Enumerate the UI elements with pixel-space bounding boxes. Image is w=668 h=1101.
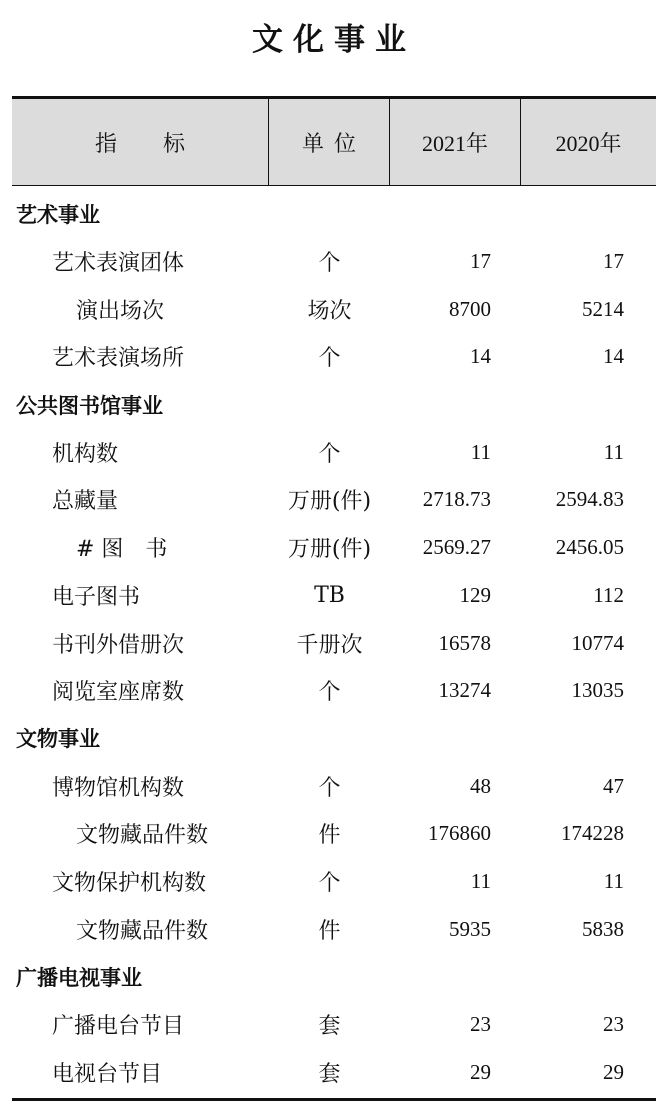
value-2020: 5214 xyxy=(582,296,624,321)
value-2020: 174228 xyxy=(561,821,624,846)
indicator-name: 文物保护机构数 xyxy=(52,870,207,896)
header-year-2020: 2020年 xyxy=(555,130,622,156)
unit-cell: 千册次 xyxy=(296,632,363,658)
table-row xyxy=(12,905,656,953)
unit-cell: 万册(件) xyxy=(287,537,372,563)
unit-cell: 件 xyxy=(318,918,341,944)
header-indicator-char-1: 指 xyxy=(94,131,117,157)
value-2020: 10774 xyxy=(571,630,624,655)
section-row xyxy=(12,190,656,238)
value-2021: 2569.27 xyxy=(422,535,491,560)
indicator-name: 广播电台节目 xyxy=(52,1014,185,1040)
section-title: 文物事业 xyxy=(16,727,100,752)
value-2020: 11 xyxy=(603,868,624,893)
value-2021: 16578 xyxy=(438,630,491,655)
unit-cell: 个 xyxy=(318,346,341,372)
value-2020: 23 xyxy=(603,1012,624,1037)
table-row xyxy=(12,285,656,333)
indicator-name: 博物馆机构数 xyxy=(52,775,185,801)
section-title: 广播电视事业 xyxy=(16,965,142,990)
value-2021: 23 xyxy=(470,1012,491,1037)
value-2020: 2456.05 xyxy=(555,535,624,560)
table-row xyxy=(12,476,656,524)
table-row xyxy=(12,762,656,810)
value-2021: 8700 xyxy=(449,296,491,321)
value-2021: 48 xyxy=(470,773,491,798)
table-row xyxy=(12,858,656,906)
header-unit-char-1: 单 xyxy=(301,131,324,157)
table-row xyxy=(12,238,656,286)
table-body xyxy=(12,186,656,1096)
value-2021: 14 xyxy=(470,344,491,369)
unit-cell: 套 xyxy=(318,1014,341,1040)
unit-cell: 个 xyxy=(318,251,341,277)
header-unit-char-2: 位 xyxy=(334,131,357,157)
value-2021: 11 xyxy=(470,439,491,464)
table-header xyxy=(12,96,656,186)
table-row xyxy=(12,1048,656,1096)
value-2021: 11 xyxy=(470,868,491,893)
value-2020: 5838 xyxy=(582,916,624,941)
unit-cell: 场次 xyxy=(307,298,352,324)
indicator-name: 文物藏品件数 xyxy=(76,918,209,944)
indicator-name: 书刊外借册次 xyxy=(52,632,185,658)
indicator-name: 艺术表演场所 xyxy=(52,346,185,372)
section-row xyxy=(12,715,656,763)
value-2021: 13274 xyxy=(438,678,491,703)
value-2021: 176860 xyxy=(428,821,491,846)
unit-cell: TB xyxy=(314,582,345,608)
unit-cell: 个 xyxy=(318,775,341,801)
unit-cell: 件 xyxy=(318,823,341,849)
section-row xyxy=(12,953,656,1001)
indicator-name: 电视台节目 xyxy=(52,1061,163,1087)
table-row xyxy=(12,619,656,667)
unit-cell: 个 xyxy=(318,441,341,467)
table-row xyxy=(12,810,656,858)
table-row xyxy=(12,524,656,572)
header-year-2021: 2021年 xyxy=(390,99,521,185)
indicator-name: 总藏量 xyxy=(52,489,119,515)
unit-cell: 个 xyxy=(318,870,341,896)
indicator-name: 演出场次 xyxy=(76,298,165,324)
indicator-name: 文物藏品件数 xyxy=(76,823,209,849)
table-row xyxy=(12,333,656,381)
value-2021: 129 xyxy=(459,582,491,607)
indicator-name: 电子图书 xyxy=(52,584,141,610)
unit-cell: 套 xyxy=(318,1061,341,1087)
section-row xyxy=(12,381,656,429)
indicator-name: # 图 书 xyxy=(76,537,168,563)
table-row xyxy=(12,1001,656,1049)
value-2021: 29 xyxy=(470,1059,491,1084)
value-2020: 47 xyxy=(603,773,624,798)
statistics-table xyxy=(12,96,656,1101)
header-indicator-char-2: 标 xyxy=(163,131,186,157)
value-2020: 11 xyxy=(603,439,624,464)
table-row xyxy=(12,572,656,620)
table-row xyxy=(12,667,656,715)
value-2020: 13035 xyxy=(571,678,624,703)
value-2020: 14 xyxy=(603,344,624,369)
value-2021: 5935 xyxy=(449,916,491,941)
unit-cell: 个 xyxy=(318,680,341,706)
value-2020: 29 xyxy=(603,1059,624,1084)
unit-cell: 万册(件) xyxy=(287,489,372,515)
header-indicator xyxy=(12,99,269,185)
indicator-name: 阅览室座席数 xyxy=(52,680,185,706)
indicator-name: 机构数 xyxy=(52,441,119,467)
value-2020: 112 xyxy=(593,582,624,607)
table-row xyxy=(12,428,656,476)
value-2020: 2594.83 xyxy=(555,487,624,512)
section-title: 公共图书馆事业 xyxy=(16,393,163,418)
header-unit xyxy=(269,99,390,185)
value-2021: 17 xyxy=(470,249,491,274)
page-title: 文化事业 xyxy=(252,22,416,58)
value-2021: 2718.73 xyxy=(422,487,491,512)
value-2020: 17 xyxy=(603,249,624,274)
section-title: 艺术事业 xyxy=(16,202,100,227)
indicator-name: 艺术表演团体 xyxy=(52,251,185,277)
